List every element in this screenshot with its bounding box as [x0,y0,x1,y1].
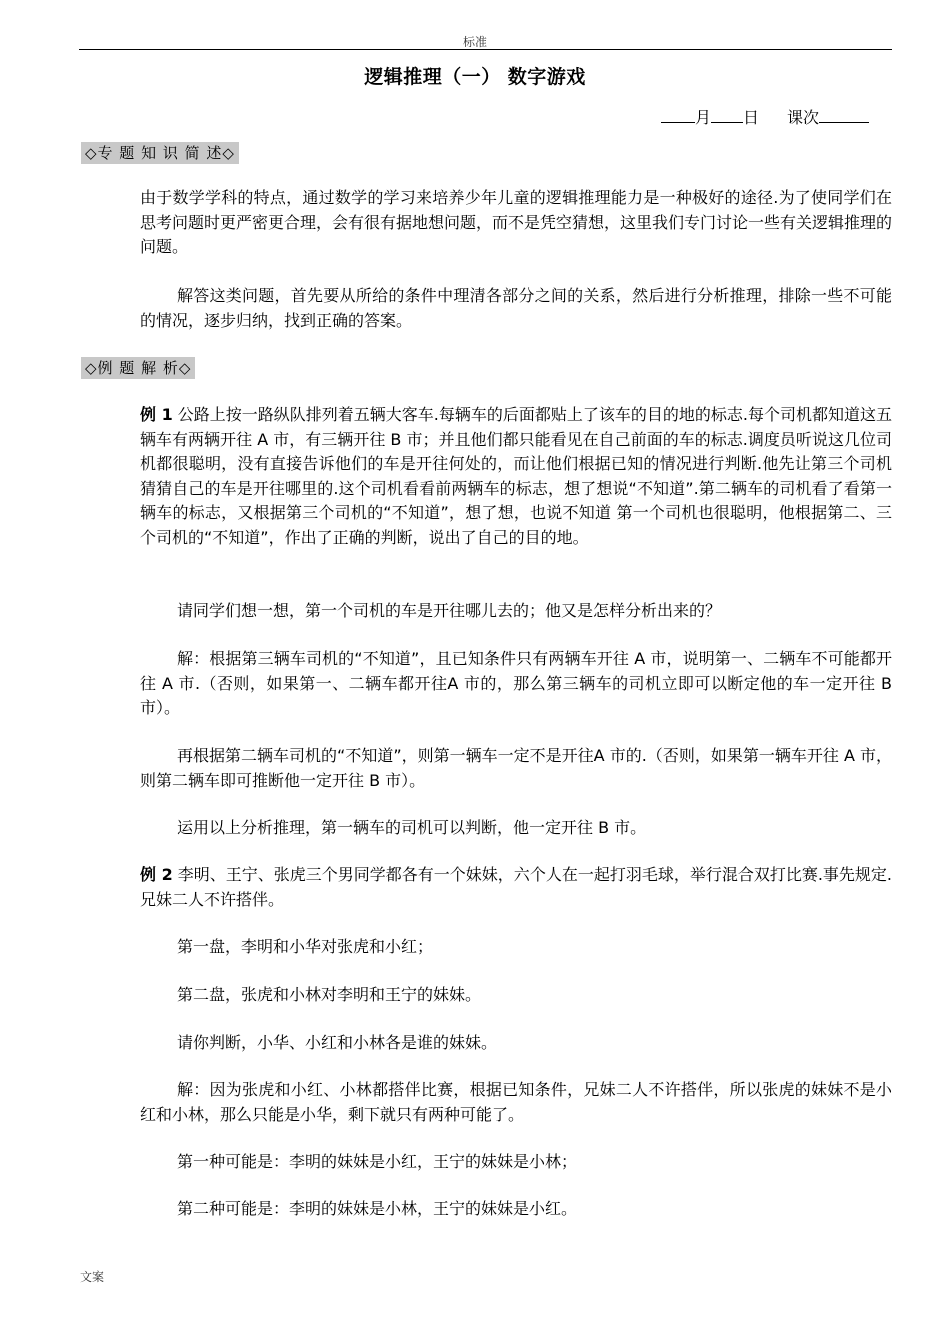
example-1-paragraph [140,403,892,550]
lesson-blank [819,108,869,123]
overview-paragraph-1: 由于数学学科的特点，通过数学的学习来培养少年儿童的逻辑推理能力是一种极好的途径.为了使同学们在思考问题时更严密更合理，会有很有据地想问题，而不是凭空猜想，这里我们专门讨论一些有关逻辑推理的问题。 [140,188,893,256]
header-rule [79,49,892,50]
example-2-case-1: 第一种可能是：李明的妹妹是小红，王宁的妹妹是小林； [177,1152,578,1171]
example-1-solution-1: 解：根据第三辆车司机的“不知道”，且已知条件只有两辆车开往 A 市，说明第一、二辆车不可能都开往 A 市.（否则，如果第一、二辆车都开往A 市的，那么第三辆车的司机立即可以断定他的车一定开往 B 市）。 [140,649,892,717]
example-1-solution-3: 运用以上分析推理，第一辆车的司机可以判断，他一定开往 B 市。 [177,818,647,837]
page-footer-label: 文案 [80,1270,105,1284]
document-title: 逻辑推理（一） 数字游戏 [364,66,586,88]
example-1-text: 公路上按一路纵队排列着五辆大客车.每辆车的后面都贴上了该车的目的地的标志.每个司机都知道这五辆车有两辆开往 A 市，有三辆开往 B 市；并且他们都只能看见在自己前面的车的标志.调度员听说这几位司机都很聪明，没有直接告诉他们的车是开往何处的，而让他们根据已知的情况进行判断.他先让第三个司机猜猜自己的车是开往哪里的.这个司机看看前两辆车的标志，想了想说“不知道”.第二辆车的司机看了看第一辆车的标志，又根据第三个司机的“不知道”，想了想，也说不知道 第一个司机也很聪明，他根据第二、三个司机的“不知道”，作出了正确的判断，说出了自己的目的地。 [140,405,892,547]
example-1-label: 例 1 [140,405,173,424]
example-2-line-1: 第一盘，李明和小华对张虎和小红； [177,937,434,956]
overview-paragraph-2: 解答这类问题，首先要从所给的条件中理清各部分之间的关系，然后进行分析推理，排除一些不可能的情况，逐步归纳，找到正确的答案。 [140,286,892,330]
example-1-question: 请同学们想一想，第一个司机的车是开往哪儿去的；他又是怎样分析出来的？ [177,601,722,620]
month-label: 月 [695,108,712,127]
day-label: 日 [743,108,760,127]
page-header-label: 标准 [462,35,487,49]
example-2-question: 请你判断，小华、小红和小林各是谁的妹妹。 [177,1033,498,1052]
example-2-paragraph [140,863,892,912]
date-lesson-line [661,105,869,128]
lesson-label: 课次 [787,108,820,127]
section-heading-overview: ◇专 题 知 识 简 述◇ [81,142,239,164]
section-heading-examples: ◇例 题 解 析◇ [81,357,195,379]
month-blank [661,108,695,123]
example-2-solution-1: 解：因为张虎和小红、小林都搭伴比赛，根据已知条件，兄妹二人不许搭伴，所以张虎的妹妹不是小红和小林，那么只能是小华，剩下就只有两种可能了。 [140,1080,892,1124]
example-2-line-2: 第二盘，张虎和小林对李明和王宁的妹妹。 [177,985,482,1004]
example-1-solution-2: 再根据第二辆车司机的“不知道”，则第一辆车一定不是开往A 市的.（否则，如果第一辆车开往 A 市，则第二辆车即可推断他一定开往 B 市）。 [140,746,892,790]
day-blank [711,108,743,123]
example-2-label: 例 2 [140,865,173,884]
example-2-case-2: 第二种可能是：李明的妹妹是小林，王宁的妹妹是小红。 [177,1199,578,1218]
example-2-text: 李明、王宁、张虎三个男同学都各有一个妹妹，六个人在一起打羽毛球，举行混合双打比赛.事先规定.兄妹二人不许搭伴。 [140,865,892,909]
